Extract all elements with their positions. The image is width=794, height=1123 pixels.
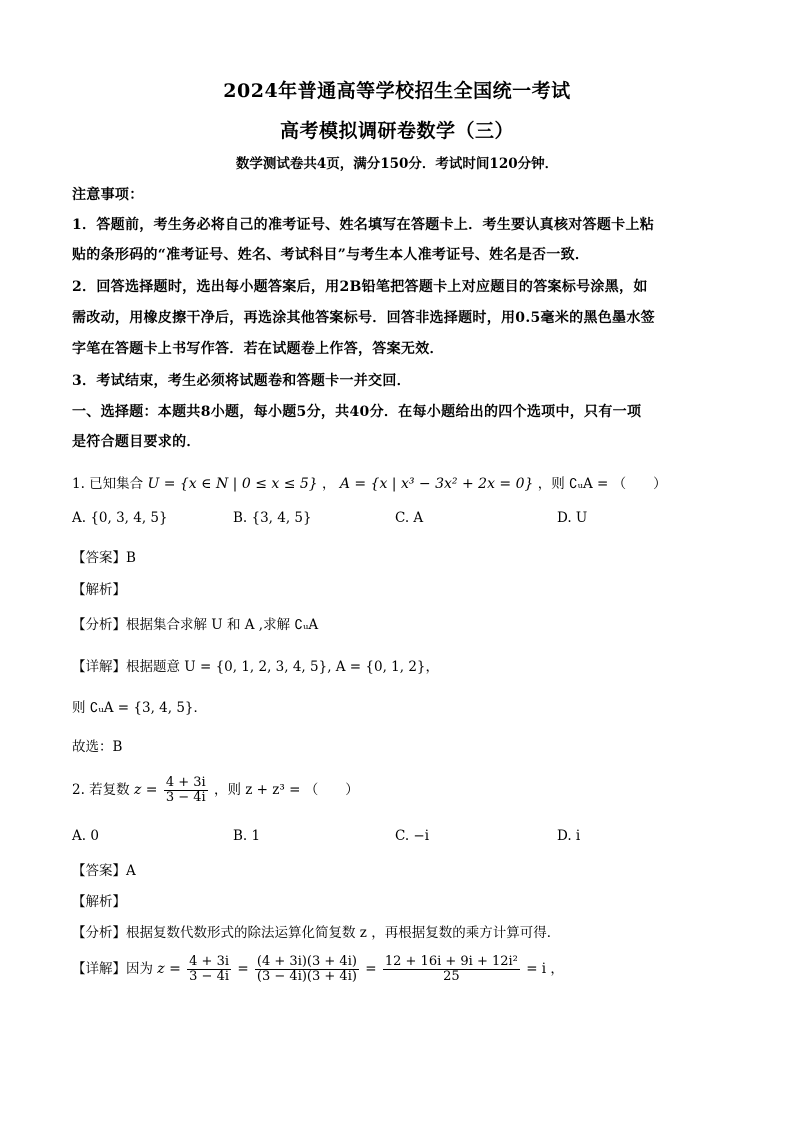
fraction-2 (255, 955, 359, 984)
q1-xiangjie: 【详解】根据题意 U = {0, 1, 2, 3, 4, 5}, A = {0, 1, 2}， (72, 659, 440, 675)
q1-option-a: A. {0, 3, 4, 5} (72, 510, 168, 526)
q2-analysis-heading: 【解析】 (72, 894, 126, 910)
page-title: 2024年普通高等学校招生全国统一考试 (223, 80, 571, 102)
q2-answer: 【答案】A (72, 863, 136, 879)
fraction-numerator: 4 + 3i (165, 775, 206, 790)
fraction-2-denominator: (3 − 4i)(3 + 4i) (256, 969, 357, 984)
question-2-stem (72, 776, 359, 805)
q1-fenxi: 【分析】根据集合求解 U 和 A ,求解 ∁ᵤA (72, 617, 319, 633)
q1-option-d: D. U (557, 510, 588, 526)
exam-info: 数学测试卷共4页，满分150分．考试时间120分钟． (235, 156, 559, 172)
q2-option-a: A. 0 (72, 828, 99, 844)
note-1-line-2: 贴的条形码的“准考证号、姓名、考试科目”与考生本人准考证号、姓名是否一致． (72, 247, 590, 263)
note-2-line-1: 2．回答选择题时，选出每小题答案后，用2B铅笔把答题卡上对应题目的答案标号涂黑，如 (72, 279, 648, 295)
q1-answer: 【答案】B (72, 550, 136, 566)
question-1-stem (72, 472, 667, 492)
set-u-definition: U = {x ∈ N | 0 ≤ x ≤ 5} (147, 476, 318, 492)
equals-sign: = (365, 961, 377, 977)
question-2-ask: ，则 z + z³ = （ ） (213, 782, 359, 798)
note-3: 3．考试结束，考生必须将试题卷和答题卡一并交回． (72, 373, 411, 389)
q1-result: 则 ∁ᵤA = {3, 4, 5}． (72, 700, 208, 716)
note-2-line-3: 字笔在答题卡上书写作答．若在试题卷上作答，答案无效． (72, 341, 444, 357)
result-tail: = i ， (526, 961, 564, 977)
page-subtitle: 高考模拟调研卷数学（三） (279, 120, 514, 142)
q2-option-c: C. −i (395, 828, 430, 844)
note-2-line-2: 需改动，用橡皮擦干净后，再选涂其他答案标号．回答非选择题时，用0.5毫米的黑色墨水签 (72, 310, 655, 326)
question-1-prefix: 1. 已知集合 (72, 476, 144, 492)
q1-choice: 故选：B (72, 739, 123, 755)
notes-heading: 注意事项： (72, 187, 144, 203)
fraction-1-numerator: 4 + 3i (189, 954, 230, 969)
note-1-line-1: 1．答题前，考生务必将自己的准考证号、姓名填写在答题卡上．考生要认真核对答题卡上粘 (72, 217, 655, 233)
section-1-line-1: 一、选择题：本题共8小题，每小题5分，共40分．在每小题给出的四个选项中，只有一项 (72, 404, 642, 420)
q2-option-d: D. i (557, 828, 581, 844)
question-2-prefix: 2. 若复数 (72, 782, 130, 798)
z-equals: z = (133, 782, 158, 798)
q2-fenxi: 【分析】根据复数代数形式的除法运算化简复数 z ，再根据复数的乘方计算可得． (72, 925, 561, 941)
fraction-1-denominator: 3 − 4i (189, 969, 230, 984)
fraction-3-numerator: 12 + 16i + 9i + 12i² (384, 954, 518, 969)
fraction-2-numerator: (4 + 3i)(3 + 4i) (256, 954, 357, 969)
comma: ， (322, 476, 336, 492)
q2-xiangjie-prefix: 【详解】因为 (72, 961, 153, 977)
set-a-definition: A = {x | x³ − 3x² + 2x = 0} (339, 476, 534, 492)
z-equals: z = (157, 961, 181, 977)
fraction-1 (187, 955, 231, 984)
fraction-3 (383, 955, 520, 984)
fraction-3-denominator: 25 (383, 969, 520, 984)
q1-analysis-heading: 【解析】 (72, 582, 126, 598)
question-1-ask: ，则 ∁ᵤA = （ ） (537, 476, 667, 492)
fraction-denominator: 3 − 4i (165, 790, 206, 805)
section-1-line-2: 是符合题目要求的． (72, 434, 201, 450)
q2-xiangjie (72, 955, 564, 984)
q1-option-b: B. {3, 4, 5} (233, 510, 312, 526)
fraction-z (164, 776, 208, 805)
q2-option-b: B. 1 (233, 828, 261, 844)
q1-option-c: C. A (395, 510, 424, 526)
equals-sign: = (237, 961, 249, 977)
